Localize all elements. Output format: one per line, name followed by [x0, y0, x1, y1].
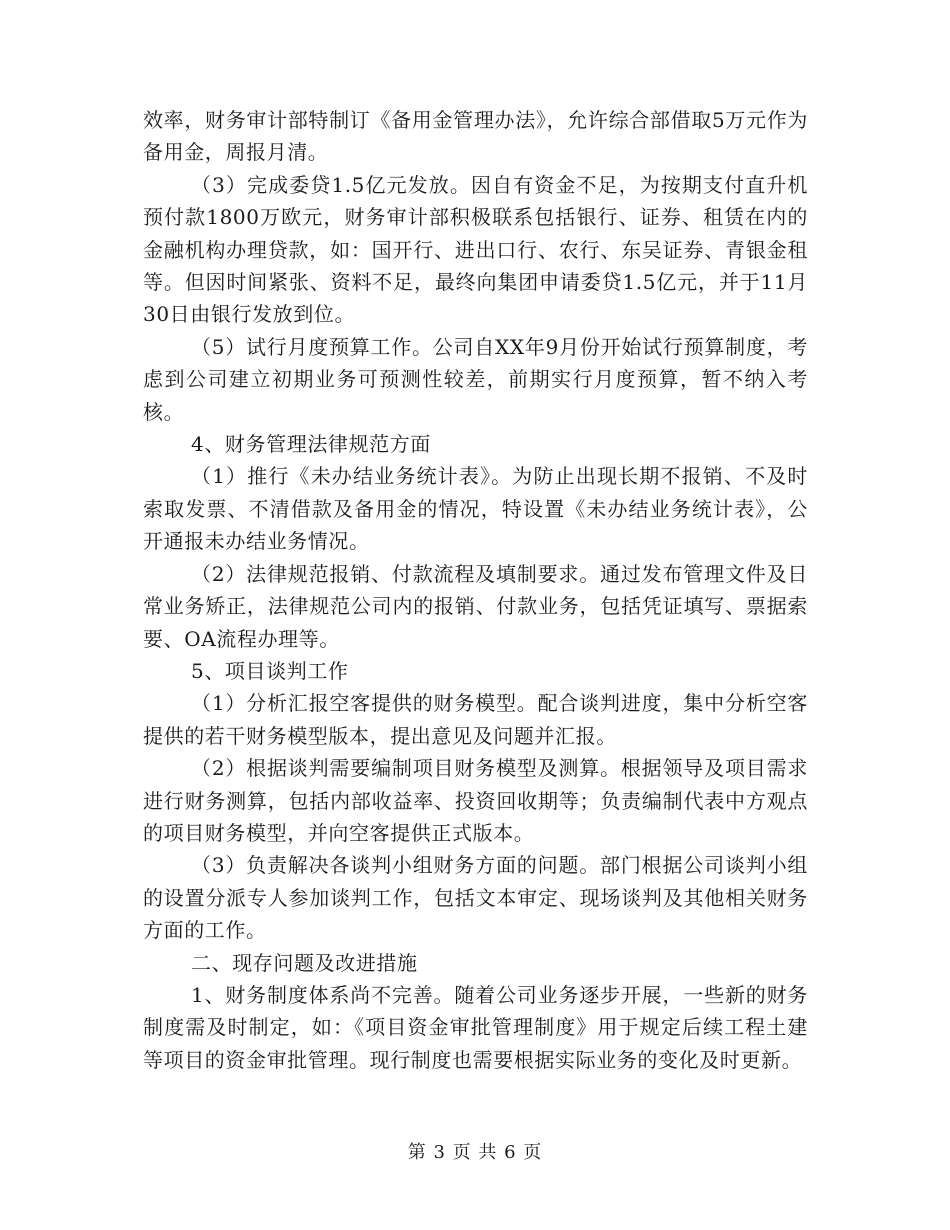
page-footer: 第 3 页 共 6 页 [407, 1142, 543, 1163]
paragraph-continuation: 效率，财务审计部特制订《备用金管理办法》，允许综合部借取5万元作为备用金，周报月清。 [143, 108, 808, 165]
document-body [143, 104, 808, 1076]
paragraph-unfinished-business: （1）推行《未办结业务统计表》。为防止出现长期不报销、不及时索取发票、不清借款及备用金的情况，特设置《未办结业务统计表》，公开通报未办结业务情况。 [143, 464, 808, 554]
section-heading-negotiation: 5、项目谈判工作 [191, 658, 349, 683]
paragraph-monthly-budget: （5）试行月度预算工作。公司自XX年9月份开始试行预算制度，考虑到公司建立初期业务可预测性较差，前期实行月度预算，暂不纳入考核。 [143, 334, 808, 424]
paragraph-entrusted-loan: （3）完成委贷1.5亿元发放。因自有资金不足，为按期支付直升机预付款1800万欧元，财务审计部积极联系包括银行、证券、租赁在内的金融机构办理贷款，如：国开行、进出口行、农行、东吴证券、青银金租等。但因时间紧张、资料不足，最终向集团申请委贷1.5亿元，并于11月30日由银行发放到位。 [143, 172, 808, 327]
paragraph-financial-model-analysis: （1）分析汇报空客提供的财务模型。配合谈判进度，集中分析空客提供的若干财务模型版本，提出意见及问题并汇报。 [143, 691, 808, 748]
paragraph-system-imperfect: 1、财务制度体系尚不完善。随着公司业务逐步开展，一些新的财务制度需及时制定，如：《项目资金审批管理制度》用于规定后续工程土建等项目的资金审批管理。现行制度也需要根据实际业务的变化及时更新。 [143, 982, 808, 1072]
paragraph-negotiation-issues: （3）负责解决各谈判小组财务方面的问题。部门根据公司谈判小组的设置分派专人参加谈判工作，包括文本审定、现场谈判及其他相关财务方面的工作。 [143, 853, 808, 943]
paragraph-reimbursement-process: （2）法律规范报销、付款流程及填制要求。通过发布管理文件及日常业务矫正，法律规范公司内的报销、付款业务，包括凭证填写、票据索要、OA流程办理等。 [143, 561, 808, 651]
paragraph-financial-model-compilation: （2）根据谈判需要编制项目财务模型及测算。根据领导及项目需求进行财务测算，包括内部收益率、投资回收期等；负责编制代表中方观点的项目财务模型，并向空客提供正式版本。 [143, 756, 808, 845]
section-heading-problems: 二、现存问题及改进措施 [191, 950, 418, 975]
section-heading-legal-norms: 4、财务管理法律规范方面 [191, 432, 431, 457]
